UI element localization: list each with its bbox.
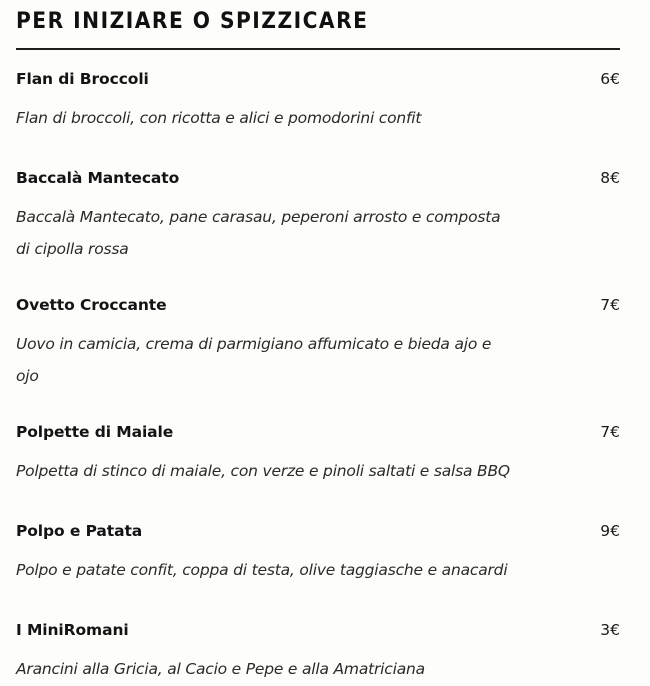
- menu-item: [16, 296, 620, 392]
- menu-item-name: Baccalà Mantecato: [16, 169, 180, 187]
- section-title: PER INIZIARE O SPIZZICARE: [16, 9, 369, 34]
- menu-item-name: Flan di Broccoli: [16, 70, 149, 88]
- menu-item-description: Arancini alla Gricia, al Cacio e Pepe e alla Amatriciana: [16, 660, 425, 678]
- section-divider: [16, 48, 620, 50]
- menu-item-price: 3€: [600, 621, 620, 639]
- menu-item-description: Polpo e patate confit, coppa di testa, olive taggiasche e anacardi: [16, 561, 508, 579]
- menu-item-header: [16, 423, 620, 447]
- menu-item-description: Uovo in camicia, crema di parmigiano affumicato e bieda ajo e ojo: [16, 335, 492, 385]
- menu-item-name: Ovetto Croccante: [16, 296, 167, 314]
- menu-item-name: Polpo e Patata: [16, 522, 143, 540]
- menu-item-name: I MiniRomani: [16, 621, 129, 639]
- menu-item-price: 6€: [600, 70, 620, 88]
- menu-item: [16, 423, 620, 487]
- menu-item-header: [16, 522, 620, 546]
- menu-item-price: 7€: [600, 296, 620, 314]
- menu-item-header: [16, 621, 620, 645]
- menu-item-header: [16, 296, 620, 320]
- menu-item-description: Flan di broccoli, con ricotta e alici e pomodorini confit: [16, 109, 422, 127]
- menu-item-description: Polpetta di stinco di maiale, con verze e pinoli saltati e salsa BBQ: [16, 462, 510, 480]
- menu-item-price: 7€: [600, 423, 620, 441]
- menu-item-header: [16, 70, 620, 94]
- menu-item-price: 8€: [600, 169, 620, 187]
- menu-item-name: Polpette di Maiale: [16, 423, 174, 441]
- menu-item: [16, 522, 620, 586]
- menu-item-price: 9€: [600, 522, 620, 540]
- menu-item: [16, 169, 620, 265]
- menu-item: [16, 621, 620, 685]
- menu-item: [16, 70, 620, 134]
- menu-item-header: [16, 169, 620, 193]
- menu-item-description: Baccalà Mantecato, pane carasau, peperoni arrosto e composta di cipolla rossa: [16, 208, 501, 258]
- menu-section: [16, 0, 620, 678]
